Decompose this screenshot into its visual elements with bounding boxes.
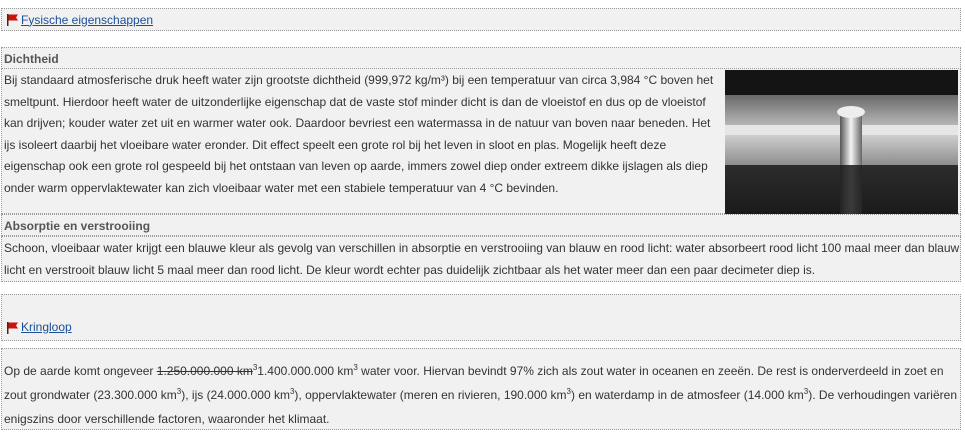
water-density-photo <box>725 70 958 214</box>
cycle-text-part: ) en waterdamp in de atmosfeer (14.000 km <box>571 388 804 402</box>
density-panel <box>1 68 961 214</box>
sup-3: 3 <box>353 363 358 372</box>
absorption-panel <box>1 236 961 282</box>
absorption-heading-box <box>1 214 961 236</box>
density-heading: Dichtheid <box>4 52 59 66</box>
sup-3: 3 <box>566 387 571 396</box>
section-link-physical[interactable]: Fysische eigenschappen <box>21 12 154 27</box>
cycle-strike-value: 1.250.000.000 km <box>156 364 253 378</box>
cycle-text-part: water voor. Hiervan bevindt 97% zich als zout water in oceanen en zeeën. De rest is onderverdeeld in zoet en zout grondwater (23.300.000 km <box>4 364 944 402</box>
cycle-text-part: Op de aarde komt ongeveer <box>4 364 157 378</box>
section-header-cycle <box>1 294 961 341</box>
sup-3: 3 <box>803 387 809 396</box>
sup-3: 3 <box>176 387 182 396</box>
sup-3: 3 <box>289 387 295 396</box>
cycle-text-part: ). De verhoudingen variëren enigszins door verschillende factoren, waaronder het klimaat. <box>4 388 957 426</box>
section-link-cycle[interactable]: Kringloop <box>21 320 72 334</box>
absorption-text: Schoon, vloeibaar water krijgt een blauwe kleur als gevolg van verschillen in absorptie en verstrooiing van blauw en rood licht: water absorbeert rood licht 100 maal meer dan blauw licht en verstrooit blauw licht 5 maal meer dan rood licht. De kleur wordt echter pas duidelijk zichtbaar als het water meer dan een paar decimeter diep is. <box>4 241 960 277</box>
density-text: Bij standaard atmosferische druk heeft water zijn grootste dichtheid (999,972 kg/m³) bij een temperatuur van circa 3,984 °C boven het smeltpunt. Hierdoor heeft water de uitzonderlijke eigenschap dat de vaste stof minder dicht is dan de vloeistof en dus op de vloeistof kan drijven; kouder water zet uit en warmer water ook. Daardoor bevriest een watermassa in de natuur van boven naar beneden. Het ijs isoleert daarbij het vloeibare water eronder. Dit effect speelt een grote rol bij het leven in sloot en plas. Mogelijk heeft deze eigenschap ook een grote rol gespeeld bij het ontstaan van leven op aarde, immers zowel diep onder extreem dikke ijslagen als diep onder warm oppervlaktewater kan zich vloeibaar water met een stabiele temperatuur van 4 °C bevinden. <box>4 73 714 195</box>
red-flag-icon <box>6 14 19 26</box>
section-header-physical <box>1 8 961 31</box>
cycle-panel <box>1 348 961 430</box>
sup-3: 3 <box>252 363 258 372</box>
cycle-text-part: ), oppervlaktewater (meren en rivieren, 190.000 km <box>294 388 567 402</box>
red-flag-icon <box>6 322 19 334</box>
cycle-text-part: ), ijs (24.000.000 km <box>181 388 290 402</box>
density-heading-box <box>1 47 961 69</box>
cycle-text-part: 1.400.000.000 km <box>257 364 354 378</box>
absorption-heading: Absorptie en verstrooiing <box>4 219 151 233</box>
cycle-text <box>2 359 960 431</box>
